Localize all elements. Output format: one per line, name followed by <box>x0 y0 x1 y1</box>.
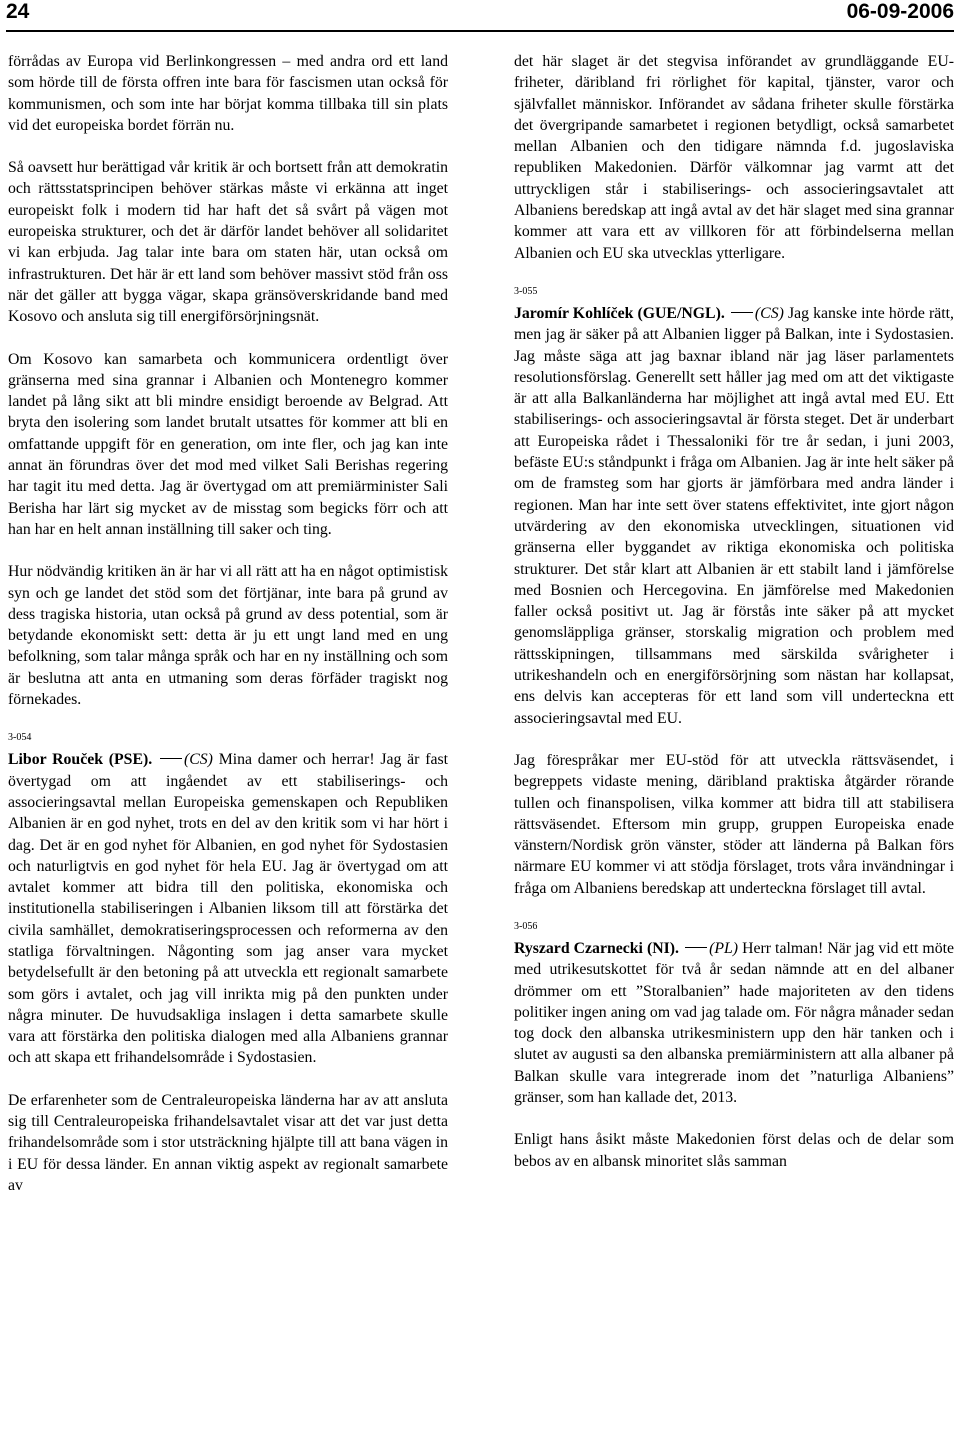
speech-text: Herr talman! När jag vid ett möte med utrikesutskottet för två år sedan nämnde att en del albaner drömmer om ett ”Storalbanien” hade majoriteten av den tidens politiker ingen aning om vad jag talade om. För några månader sedan tog dock den albanska utrikesministern upp den här tanken och i slutet av augusti sa den albanska premiärministern att alla albaner på Balkan skulle vara integrerade inom det ”naturliga Albaniens” gränser, som han kallade det, 2013. <box>514 939 955 1107</box>
section-number: 3-056 <box>514 920 538 932</box>
speech <box>514 303 954 729</box>
dash-divider <box>160 758 182 759</box>
speech <box>514 938 954 1108</box>
left-column <box>8 51 448 1217</box>
speaker-name: Libor Rouček (PSE). <box>8 751 153 769</box>
speaker-name: Jaromír Kohlíček (GUE/NGL). <box>514 304 725 322</box>
page-date: 06-09-2006 <box>846 0 954 23</box>
right-column <box>514 51 954 1193</box>
dash-divider <box>685 947 707 948</box>
language-tag: (PL) <box>709 939 739 957</box>
speech-text: Jag kanske inte hörde rätt, men jag är säker på att Albanien ligger på Balkan, inte i Sydostasien. Jag måste säga att jag baxnar ibland när jag läser parlamentets resolutionsförslag. Generellt sett håller jag med om att det viktigaste är att alla Balkanländerna har möjlighet att ingå avtal med EU. Ett stabiliserings- och associeringsavtal är första steget. Det är underbart att Europeiska rådet i Thessaloniki för tre år sedan, i juni 2003, befäste EU:s ståndpunkt i fråga om Albanien. Jag är inte helt säker på om de framsteg som har gjorts är jämförbara med andra länder i regionen. Man har inte sett över statens effektivitet, inte gjort någon utvärdering av den ekonomiska utvecklingen, situationen vid gränserna eller byggandet av riktiga ekonomiska och politiska strukturer. Det står klart att Albanien är ett stabilt land i jämförelse med Bosnien och Hercegovina. En jämförelse med Makedonien faller också positivt ut. Jag är förstås inte säker på att mycket genomsläppliga gränser, storskalig migration och problem med rättsskipningen, tillsammans med särskilda svårigheter i utrikeshandeln och en energiförsörjning som nästan har kollapsat, ens delvis kan accepteras för ett land som vill underteckna ett associeringsavtal med EU. <box>514 304 954 727</box>
paragraph: Om Kosovo kan samarbeta och kommunicera ordentligt över gränserna med sina grannar i Albanien och Montenegro kommer landet på lång sikt att bli mindre ensidigt beroende av Belgrad. Att bryta den isolering som landet brutalt utsattes för kommer att bli en omfattande uppgift för en generation, om inte fler, och jag kan inte annat än förundras över det mod med vilket Sali Berishas regering har tagit itu med detta. Jag är övertygad om att premiärminister Sali Berisha har lärt sig mycket av de misstag som begicks förr och att han har en helt annan inställning till saker och ting. <box>8 350 448 538</box>
paragraph: Jag förespråkar mer EU-stöd för att utveckla rättsväsendet, i begreppets vidaste mening, däribland praktiska åtgärder rörande tullen och finanspolisen, vilka kommer att bidra till att stabilisera rättsväsendet. Eftersom min grupp, gruppen Europeiska enade vänstern/Nordisk grön vänster, stöder att länderna på Balkan förs närmare EU kommer vi att stödja förslaget, trots våra invändningar i fråga om Albaniens beredskap att underteckna förslaget till avtal. <box>514 751 954 897</box>
paragraph: De erfarenheter som de Centraleuropeiska länderna har av att ansluta sig till Centraleuropeiska frihandelsavtalet visar att det var just detta frihandelsområde som i stor utsträckning hjälpte till att bana vägen in i EU för dessa länder. En annan viktig aspekt av regionalt samarbete av <box>8 1091 448 1194</box>
paragraph: förrådas av Europa vid Berlinkongressen – med andra ord ett land som hörde till de första offren inte bara för fascismen utan också för kommunismen, och som inte har börjat komma tillbaka till sin plats vid det europeiska bordet förrän nu. <box>8 53 448 134</box>
section-number: 3-054 <box>8 732 32 744</box>
paragraph: Så oavsett hur berättigad vår kritik är och bortsett från att demokratin och rättsstatsprincipen behöver stärkas måste vi erkänna att inget europeiskt folk i modern tid har haft det så svårt på vägen mot europeiska strukturer, och det är därför landet behöver all solidaritet vi kan erbjuda. Jag talar inte bara om staten här, utan också om infrastrukturen. Det här är ett land som behöver massivt stöd från oss när det gäller att bygga vägar, skapa gränsöverskridande band med Kosovo och ansluta sig till energiförsörjningsnät. <box>8 159 448 326</box>
section-number: 3-055 <box>514 285 538 297</box>
speech-text: Mina damer och herrar! Jag är fast övertygad om att ingåendet av ett stabiliserings- och associeringsavtal mellan Europeiska gemenskapen och Republiken Albanien är en god nyhet, trots en del av den kritik som vi har hört i dag. Det är en god nyhet för Albanien, en god nyhet för Sydostasien och naturligtvis en god nyhet för hela EU. Jag är övertygad om att avtalet kommer att bidra till den politiska, ekonomiska och institutionella stabiliseringen i Albanien liksom till att förstärka det civila samhället, demokratiseringsprocessen och reformerna av den statliga förvaltningen. Någonting som jag anser vara mycket betydelsefullt är den betoning på att utveckla ett regionalt samarbete som görs i avtalet, och jag vill inrikta mig på den punkten under några minuter. De huvudsakliga inslagen i detta samarbete skulle vara att förstärka den politiska dialogen med alla Albaniens grannar och att skapa ett frihandelsområde i Sydostasien. <box>8 751 448 1067</box>
language-tag: (CS) <box>183 751 213 769</box>
paragraph: Enligt hans åsikt måste Makedonien först delas och de delar som bebos av en albansk minoritet slås samman <box>514 1131 954 1170</box>
speech <box>8 749 448 1068</box>
page-number: 24 <box>6 0 30 23</box>
paragraph: det här slaget är det stegvisa införandet av grundläggande EU-friheter, däribland fri rörlighet för kapital, tjänster, varor och självfallet människor. Införandet av sådana friheter skulle förstärka det övergripande samarbetet i regionen betydligt, också samarbetet mellan Albanien och den tidigare nämnda f.d. jugoslaviska republiken Makedonien. Därför välkomnar jag varmt att det uttryckligen står i stabiliserings- och associeringsavtalet att Albaniens beredskap att ingå avtal av det här slaget med sina grannar kommer att vara ett av villkoren för att förbindelserna mellan Albanien och EU ska utvecklas ytterligare. <box>514 53 954 262</box>
language-tag: (CS) <box>754 304 784 322</box>
dash-divider <box>731 312 753 313</box>
speaker-name: Ryszard Czarnecki (NI). <box>514 939 680 957</box>
paragraph: Hur nödvändig kritiken än är har vi all rätt att ha en något optimistisk syn och ge landet det stöd som det förtjänar, inte bara på grund av dess tragiska historia, utan också på grund av dess potential, som är betydande ekonomiskt sett: detta är ju ett ungt land med en ung befolkning, som talar många språk och har en ny inställning och som är beslutna att anta en utmaning som deras förfäder tragiskt nog förnekades. <box>8 563 448 709</box>
page-header <box>6 0 954 32</box>
